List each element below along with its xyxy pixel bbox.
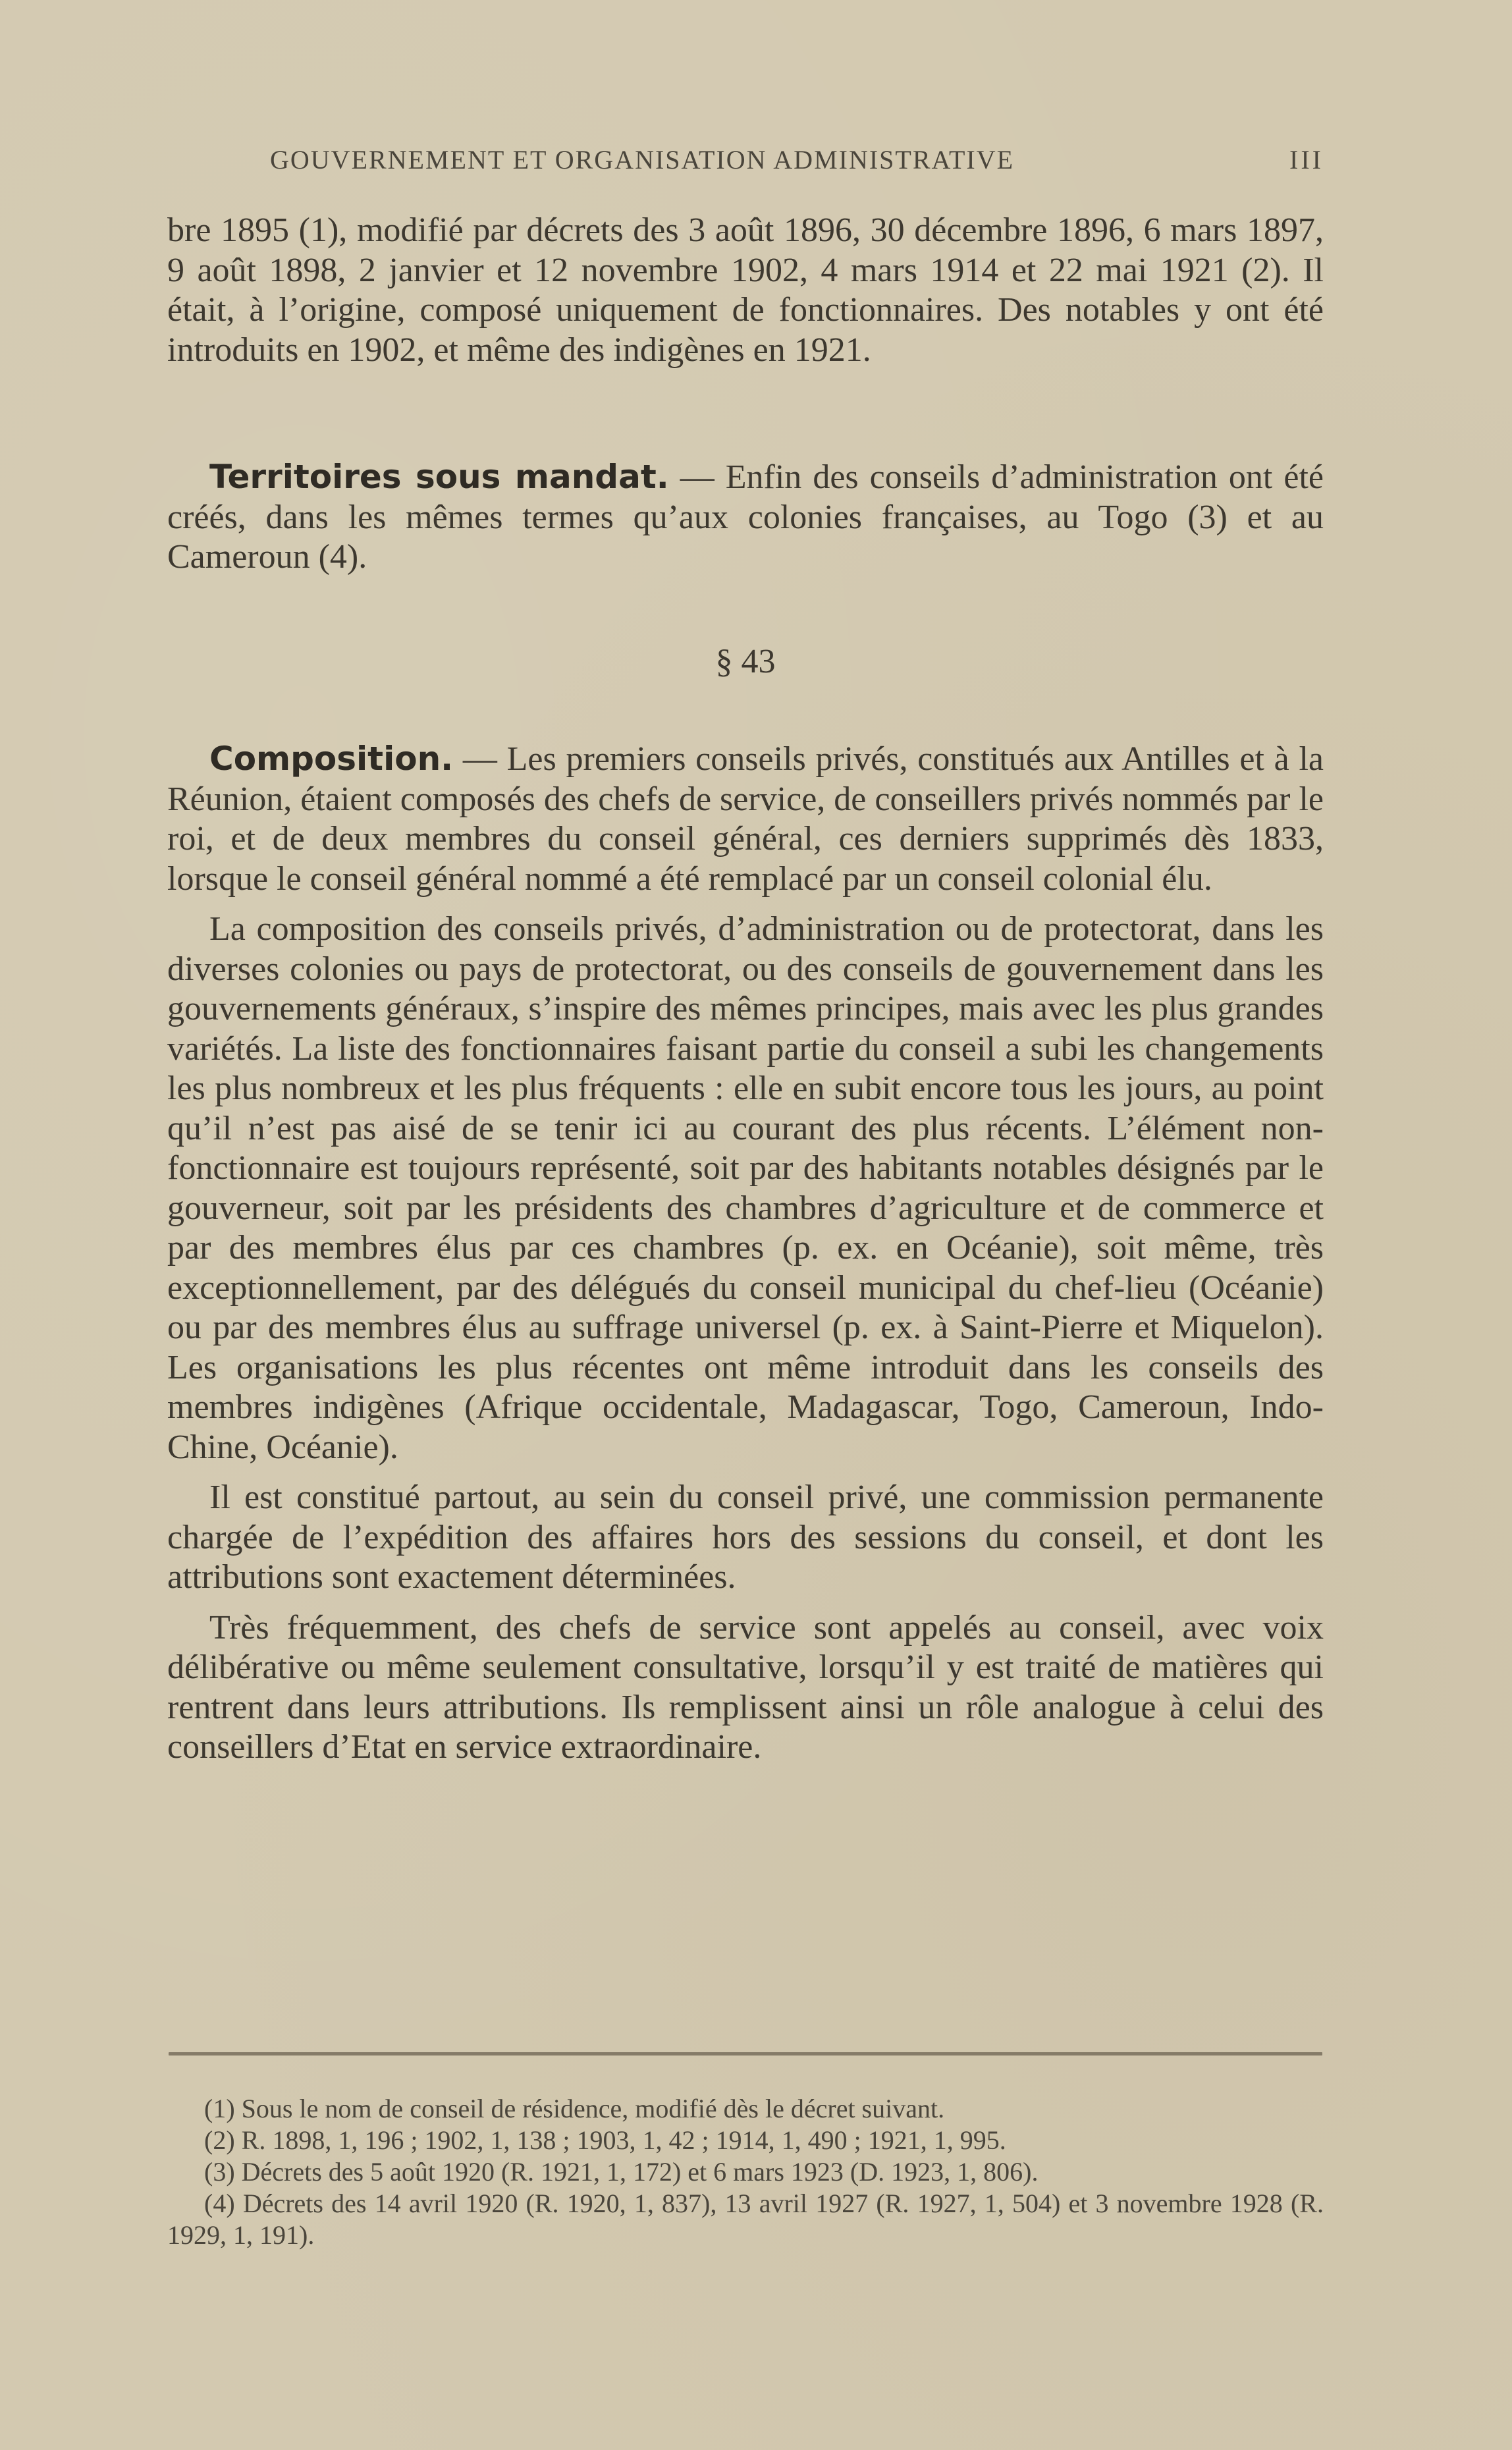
- section-number: § 43: [715, 643, 776, 680]
- em-dash: —: [668, 458, 726, 496]
- paragraph-text: Enfin des conseils d’administration ont été créés, dans les mêmes termes qu’aux colonies françaises, au Togo (3) et au Cameroun (4).: [167, 458, 1324, 576]
- footnote-4: (4) Décrets des 14 avril 1920 (R. 1920, 1, 837), 13 avril 1927 (R. 1927, 1, 504) et 3 novembre 1928 (R. 1929, 1, 191).: [167, 2189, 1324, 2250]
- body-paragraph: Très fréquemment, des chefs de service sont appelés au conseil, avec voix délibérative ou même seulement consultative, lorsqu’il y est traité de matières qui rentrent dans leurs attributions. Ils remplissent ainsi un rôle analogue à celui des conseillers d’Etat en service extraordinaire.: [167, 1608, 1324, 1766]
- body-paragraph: [167, 739, 1324, 899]
- run-in-heading-territoires: Territoires sous mandat.: [209, 458, 669, 496]
- running-head-title: GOUVERNEMENT ET ORGANISATION ADMINISTRATIVE: [270, 144, 1015, 175]
- footnotes: [167, 2093, 1324, 2251]
- footnote-1: (1) Sous le nom de conseil de résidence, modifié dès le décret suivant.: [204, 2094, 945, 2123]
- page-number: III: [1289, 144, 1324, 175]
- section-43-body: [167, 739, 1324, 1768]
- body-paragraph: [167, 457, 1324, 578]
- footnote-2: (2) R. 1898, 1, 196 ; 1902, 1, 138 ; 1903, 1, 42 ; 1914, 1, 490 ; 1921, 1, 995.: [204, 2125, 1006, 2155]
- body-paragraph: bre 1895 (1), modifié par décrets des 3 août 1896, 30 décembre 1896, 6 mars 1897, 9 août 1898, 2 janvier et 12 novembre 1902, 4 mars 1914 et 22 mai 1921 (2). Il était, à l’origine, composé uniquement de fonctionnaires. Des notables y ont été introduits en 1902, et même des indigènes en 1921.: [167, 211, 1324, 369]
- continued-paragraph-block: [167, 211, 1324, 370]
- territoires-section: [167, 457, 1324, 578]
- running-head: [270, 140, 1324, 179]
- em-dash: —: [453, 740, 507, 778]
- body-paragraph: La composition des conseils privés, d’administration ou de protectorat, dans les diverses colonies ou pays de protectorat, ou des conseils de gouvernement dans les gouvernements généraux, s’inspire des mêmes principes, mais avec les plus grandes variétés. La liste des fonctionnaires faisant partie du conseil a subi les changements les plus nombreux et les plus fréquents : elle en subit encore tous les jours, au point qu’il n’est pas aisé de se tenir ici au courant des plus récents. L’élément non-fonctionnaire est toujours représenté, soit par des habitants notables désignés par le gouverneur, soit par les présidents des chambres d’agriculture et de commerce et par des membres élus par ces chambres (p. ex. en Océanie), soit même, très exceptionnellement, par des délégués du conseil municipal du chef-lieu (Océanie) ou par des membres élus au suffrage universel (p. ex. à Saint-Pierre et Miquelon). Les organisations les plus récentes ont même introduit dans les conseils des membres indigènes (Afrique occidentale, Madagascar, Togo, Cameroun, Indo-Chine, Océanie).: [167, 910, 1324, 1466]
- run-in-heading-composition: Composition.: [209, 740, 454, 778]
- footnote-separator-rule: [169, 2052, 1322, 2055]
- footnote-3: (3) Décrets des 5 août 1920 (R. 1921, 1, 172) et 6 mars 1923 (D. 1923, 1, 806).: [204, 2157, 1039, 2187]
- paragraph-text: Les premiers conseils privés, constitués aux Antilles et à la Réunion, étaient composés des chefs de service, de conseillers privés nommés par le roi, et de deux membres du conseil général, ces derniers supprimés dès 1833, lorsque le conseil général nommé a été remplacé par un conseil colonial élu.: [167, 740, 1324, 898]
- body-paragraph: Il est constitué partout, au sein du conseil privé, une commission permanente chargée de l’expédition des affaires hors des sessions du conseil, et dont les attributions sont exactement déterminées.: [167, 1479, 1324, 1596]
